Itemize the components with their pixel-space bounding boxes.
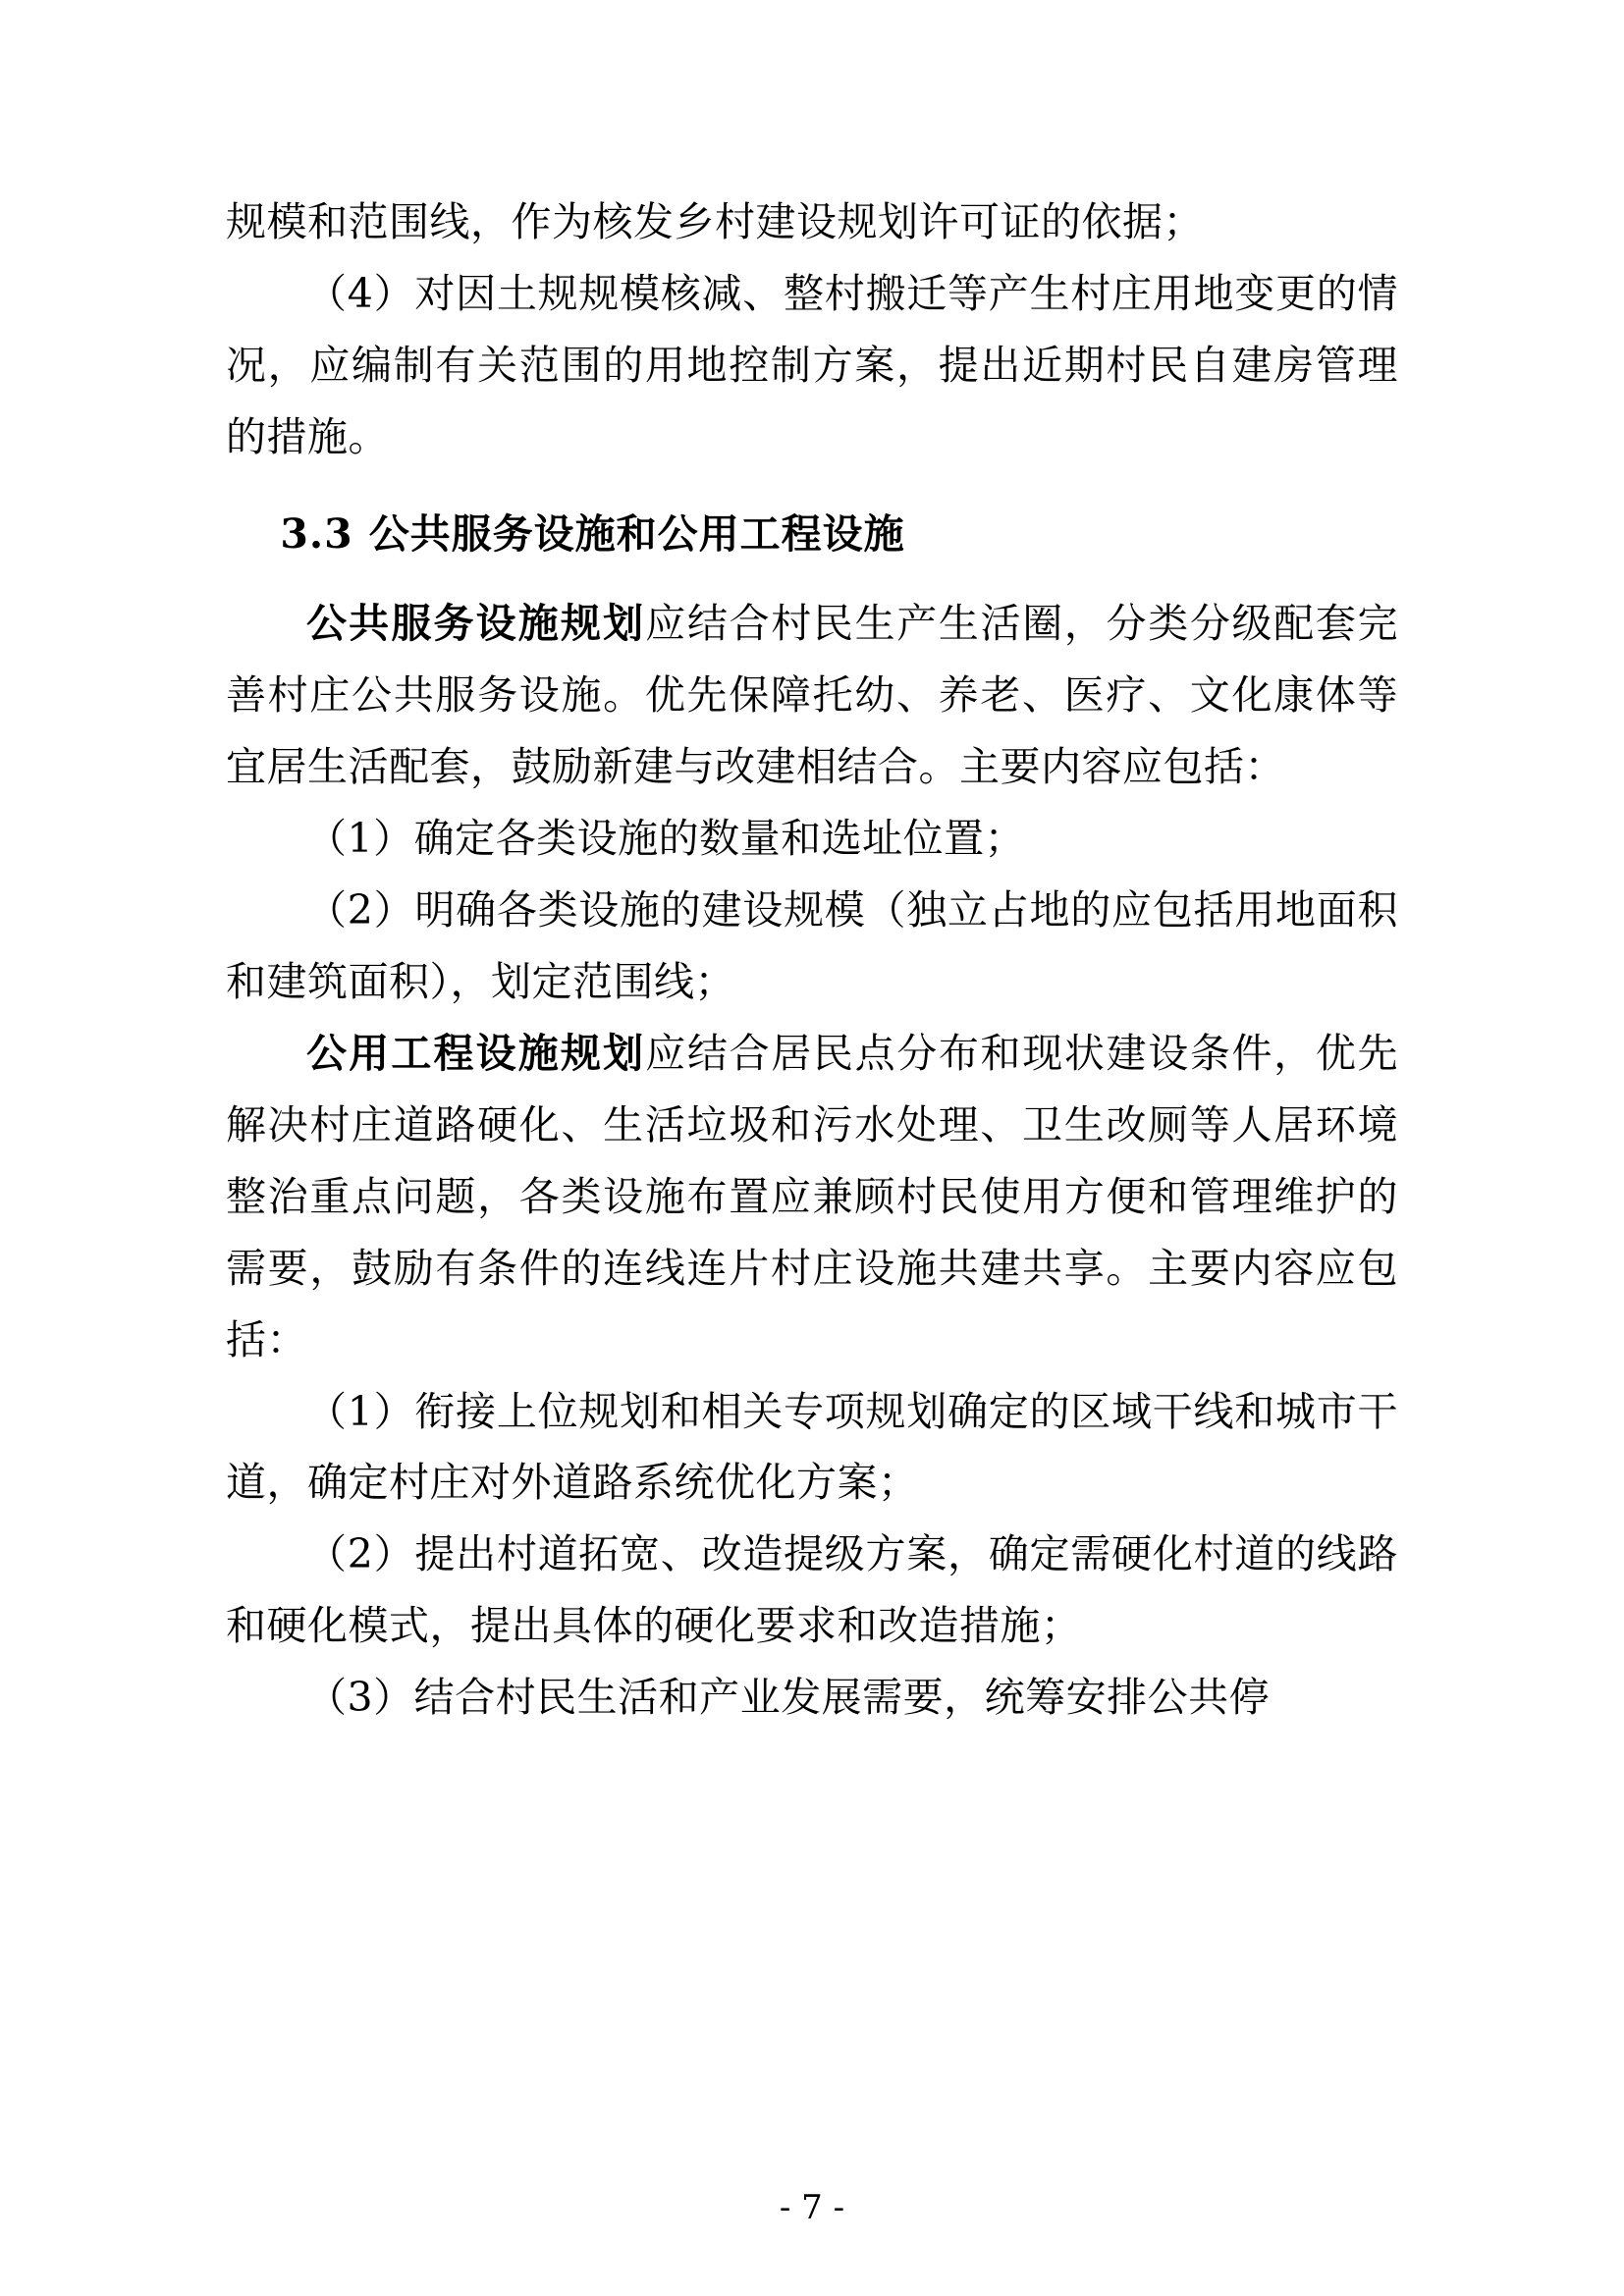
section-heading-3-3: [226, 499, 1398, 570]
paragraph-item-2-facility-scale: （2）明确各类设施的建设规模（独立占地的应包括用地面积和建筑面积），划定范围线；: [226, 885, 1398, 1005]
section-heading-number: 3.3: [280, 509, 353, 558]
paragraph-item-1-road-connection: （1）衔接上位规划和相关专项规划确定的区域干线和城市干道，确定村庄对外道路系统优化方案；: [226, 1387, 1398, 1507]
paragraph-public-service-facilities: [226, 588, 1398, 803]
section-heading-text: 公共服务设施和公用工程设施: [368, 509, 905, 558]
page-number: - 7 -: [779, 2188, 845, 2227]
paragraph-utility-engineering-facilities: [226, 1018, 1398, 1376]
paragraph-continuation-top: 规模和范围线，作为核发乡村建设规划许可证的依据；: [226, 198, 1204, 245]
lead-term-utility-engineering-plan: 公用工程设施规划: [306, 1029, 646, 1077]
paragraph-public-service-facilities-text: 应结合村民生产生活圈，分类分级配套完善村庄公共服务设施。优先保障托幼、养老、医疗、文化康体等宜居生活配套，鼓励新建与改建相结合。主要内容应包括：: [226, 599, 1398, 790]
document-body: [226, 187, 1398, 1734]
paragraph-item-2-village-road-widening: （2）提出村道拓宽、改造提级方案，确定需硬化村道的线路和硬化模式，提出具体的硬化要求和改造措施；: [226, 1530, 1398, 1650]
paragraph-item-4-land-change: （4）对因土规规模核减、整村搬迁等产生村庄用地变更的情况，应编制有关范围的用地控制方案，提出近期村民自建房管理的措施。: [226, 269, 1398, 460]
lead-term-public-service-plan: 公共服务设施规划: [306, 599, 646, 647]
paragraph-item-1-facility-count: （1）确定各类设施的数量和选址位置；: [306, 814, 1026, 862]
paragraph-item-3-parking-continued: （3）结合村民生活和产业发展需要，统筹安排公共停: [306, 1674, 1271, 1722]
paragraph-utility-engineering-facilities-text: 应结合居民点分布和现状建设条件，优先解决村庄道路硬化、生活垃圾和污水处理、卫生改厕等人居环境整治重点问题，各类设施布置应兼顾村民使用方便和管理维护的需要，鼓励有条件的连线连片村庄设施共建共享。主要内容应包括：: [226, 1029, 1398, 1363]
